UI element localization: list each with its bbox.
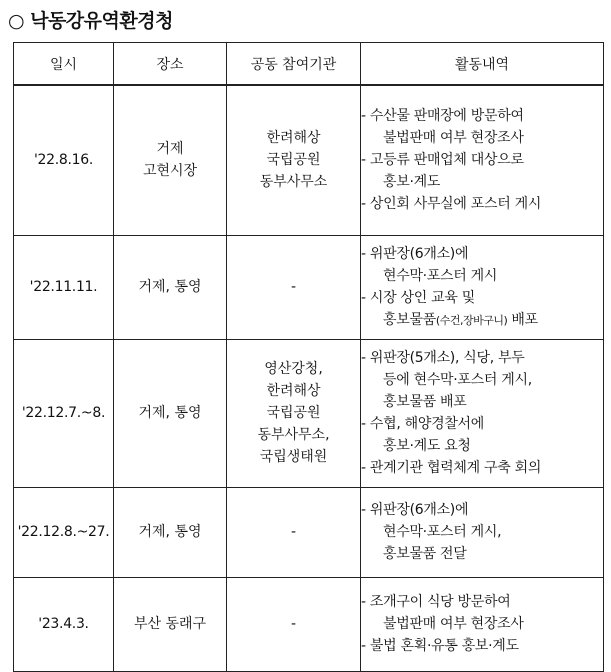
org-line: 한려해상 <box>266 383 321 399</box>
activity-item: - 위판장(5개소), 식당, 부두 <box>361 350 525 366</box>
cell-activities <box>361 577 604 671</box>
activity-item: - 관계기관 협력체계 구축 회의 <box>361 460 542 476</box>
cell-activities <box>361 235 604 339</box>
cell-partner-org <box>227 235 361 339</box>
cell-activities <box>361 487 604 577</box>
place-line: 부산 동래구 <box>133 616 207 632</box>
header-activities: 활동내역 <box>361 43 604 86</box>
activity-continuation: 불법판매 여부 현장조사 <box>383 130 524 147</box>
cell-activities <box>361 339 604 487</box>
cell-date: '22.8.16. <box>14 85 114 235</box>
header-partner-org: 공동 참여기관 <box>227 43 361 86</box>
cell-partner-org <box>227 339 361 487</box>
section-title: 낙동강유역환경청 <box>30 10 173 32</box>
activity-continuation: 홍보물품 전달 <box>383 546 467 562</box>
cell-partner-org <box>227 487 361 577</box>
org-line: 동부사무소, <box>257 427 330 443</box>
activity-continuation: 홍보·계도 <box>383 174 441 191</box>
cell-date: '22.11.11. <box>14 235 114 339</box>
place-line: 거제 <box>156 141 184 158</box>
activity-item: - 위판장(6개소)에 <box>361 245 469 262</box>
cell-activities <box>361 85 604 235</box>
activity-continuation: 불법판매 여부 현장조사 <box>383 616 524 632</box>
table-row <box>14 339 604 487</box>
cell-partner-org <box>227 577 361 671</box>
activity-item: - 조개구이 식당 방문하여 <box>361 594 511 610</box>
cell-place <box>114 235 227 339</box>
header-date: 일시 <box>14 43 114 86</box>
activity-continuation: 홍보물품(수건,장바구니) 배포 <box>383 311 538 328</box>
table-header-row <box>14 43 604 86</box>
activity-item: - 상인회 사무실에 포스터 게시 <box>361 196 542 213</box>
place-line: 고현시장 <box>142 163 198 180</box>
table-row <box>14 85 604 235</box>
table-row <box>14 577 604 671</box>
header-place: 장소 <box>114 43 227 86</box>
place-line: 거제, 통영 <box>138 279 202 295</box>
place-line: 거제, 통영 <box>138 524 202 540</box>
cell-date: '22.12.8.~27. <box>14 487 114 577</box>
org-line: 한려해상 <box>266 130 321 147</box>
activity-continuation: 홍보·계도 요청 <box>383 438 471 454</box>
activity-continuation: 현수막·포스터 게시, <box>383 524 502 540</box>
item-detail: (수건,장바구니) <box>435 313 508 327</box>
org-line: 국립공원 <box>266 152 321 169</box>
cell-date: '22.12.7.~8. <box>14 339 114 487</box>
cell-place <box>114 85 227 235</box>
org-line: 국립공원 <box>266 405 321 421</box>
table-row <box>14 235 604 339</box>
org-line: 동부사무소 <box>259 174 328 191</box>
cell-date: '23.4.3. <box>14 577 114 671</box>
org-line: - <box>290 279 297 295</box>
activity-continuation: 홍보물품 배포 <box>383 394 467 410</box>
activity-item: - 위판장(6개소)에 <box>361 502 469 518</box>
org-line: 영산강청, <box>264 361 323 377</box>
org-line: - <box>290 524 297 540</box>
activity-item: - 수협, 해양경찰서에 <box>361 416 484 432</box>
cell-place <box>114 577 227 671</box>
table-row <box>14 487 604 577</box>
activity-continuation: 현수막·포스터 게시 <box>383 267 498 284</box>
activity-table <box>13 42 604 672</box>
cell-place <box>114 487 227 577</box>
activity-continuation: 등에 현수막·포스터 게시, <box>383 372 532 388</box>
activity-item: - 고등류 판매업체 대상으로 <box>361 152 524 169</box>
activity-item: - 불법 혼획·유통 홍보·계도 <box>361 638 519 654</box>
org-line: 국립생태원 <box>259 449 328 465</box>
cell-place <box>114 339 227 487</box>
circle-bullet-icon: ○ <box>8 10 25 32</box>
activity-item: - 수산물 판매장에 방문하여 <box>361 108 524 125</box>
activity-item: - 시장 상인 교육 및 <box>361 289 475 306</box>
section-heading <box>8 6 173 33</box>
org-line: - <box>290 616 297 632</box>
cell-partner-org <box>227 85 361 235</box>
place-line: 거제, 통영 <box>138 405 202 421</box>
